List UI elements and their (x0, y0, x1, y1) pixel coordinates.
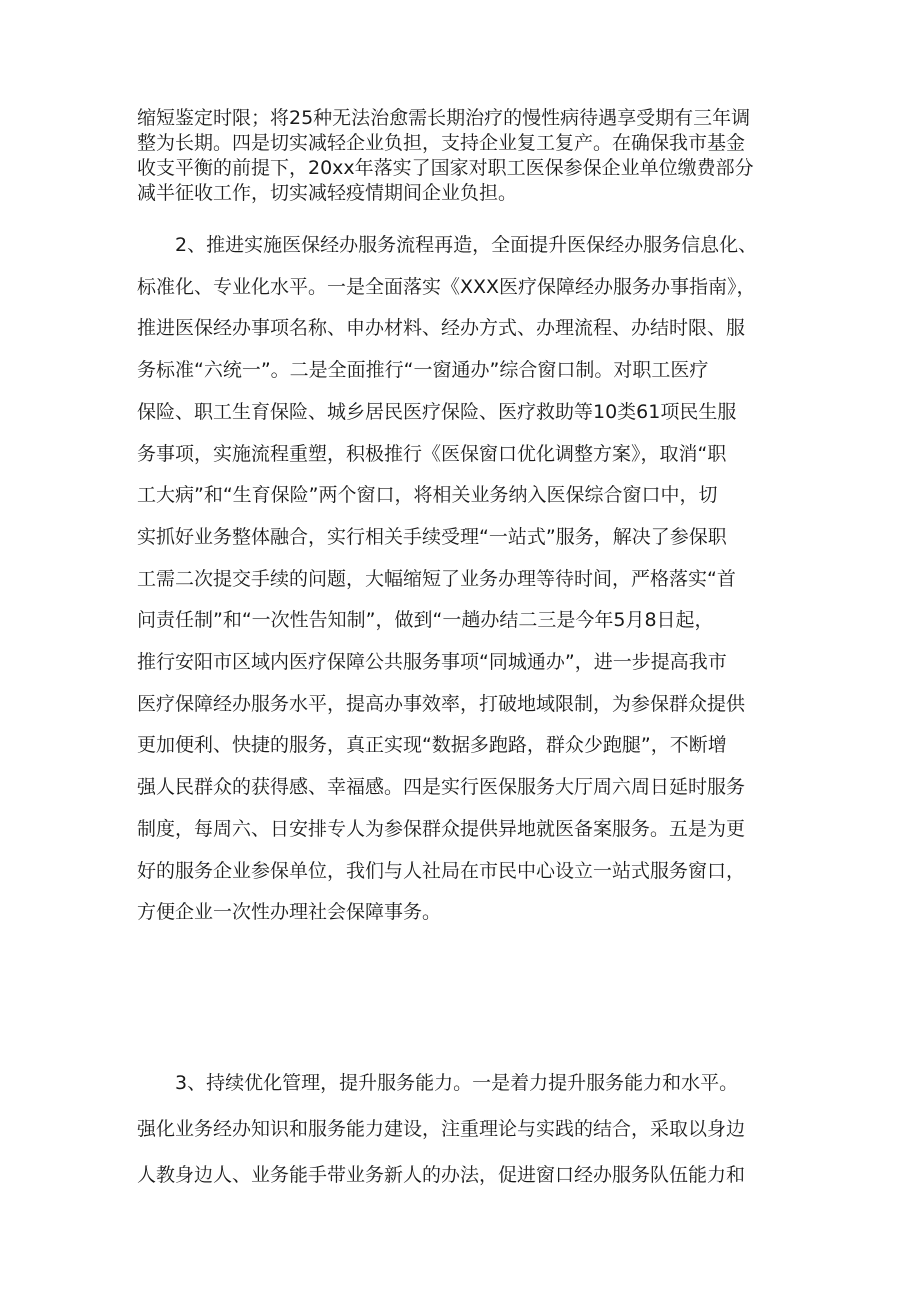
text-line: 推进医保经办事项名称、申办材料、经办方式、办理流程、办结时限、服 (137, 317, 746, 340)
paragraph-2-process-reengineering (137, 225, 797, 934)
paragraph-continuation (137, 106, 797, 206)
text-line: 强化业务经办知识和服务能力建设，注重理论与实践的结合，采取以身边 (137, 1118, 746, 1140)
text-line: 减半征收工作，切实减轻疫情期间企业负担。 (137, 182, 518, 204)
text-line: 更加便利、快捷的服务，真正实现“数据多跑路，群众少跑腿”，不断增 (137, 734, 727, 757)
paragraph-3-optimize-management (137, 1060, 797, 1198)
text-line: 标准化、专业化水平。一是全面落实《XXX医疗保障经办服务办事指南》， (137, 275, 756, 298)
text-line: 收支平衡的前提下，20xx年落实了国家对职工医保参保企业单位缴费部分 (137, 157, 754, 179)
text-line: 强人民群众的获得感、幸福感。四是实行医保服务大厅周六周日延时服务 (137, 776, 746, 799)
text-line: 保险、职工生育保险、城乡居民医疗保险、医疗救助等10类61项民生服 (137, 400, 737, 423)
text-line: 工大病”和“生育保险”两个窗口，将相关业务纳入医保综合窗口中，切 (137, 484, 718, 507)
text-line: 制度，每周六、日安排专人为参保群众提供异地就医备案服务。五是为更 (137, 817, 746, 840)
text-line: 3、持续优化管理，提升服务能力。一是着力提升服务能力和水平。 (137, 1072, 739, 1094)
text-line: 缩短鉴定时限；将25种无法治愈需长期治疗的慢性病待遇享受期有三年调 (137, 107, 751, 129)
text-line: 工需二次提交手续的问题，大幅缩短了业务办理等待时间，严格落实“首 (137, 567, 736, 590)
text-line: 方便企业一次性办理社会保障事务。 (137, 901, 442, 924)
text-line: 医疗保障经办服务水平，提高办事效率，打破地域限制，为参保群众提供 (137, 692, 746, 715)
text-line: 推行安阳市区域内医疗保障公共服务事项“同城通办”，进一步提高我市 (137, 651, 727, 674)
text-line: 人教身边人、业务能手带业务新人的办法，促进窗口经办服务队伍能力和 (137, 1164, 746, 1186)
text-line: 好的服务企业参保单位，我们与人社局在市民中心设立一站式服务窗口， (137, 859, 746, 882)
text-line: 务标准“六统一”。二是全面推行“一窗通办”综合窗口制。对职工医疗 (137, 359, 709, 382)
text-line: 2、推进实施医保经办服务流程再造，全面提升医保经办服务信息化、 (137, 234, 758, 256)
text-line: 实抓好业务整体融合，实行相关手续受理“一站式”服务，解决了参保职 (137, 525, 727, 548)
text-line: 整为长期。四是切实减轻企业负担，支持企业复工复产。在确保我市基金 (137, 132, 746, 154)
text-line: 问责任制”和“一次性告知制”，做到“一趟办结二三是今年5月8日起， (137, 609, 714, 632)
text-line: 务事项，实施流程重塑，积极推行《医保窗口优化调整方案》，取消“职 (137, 442, 727, 465)
